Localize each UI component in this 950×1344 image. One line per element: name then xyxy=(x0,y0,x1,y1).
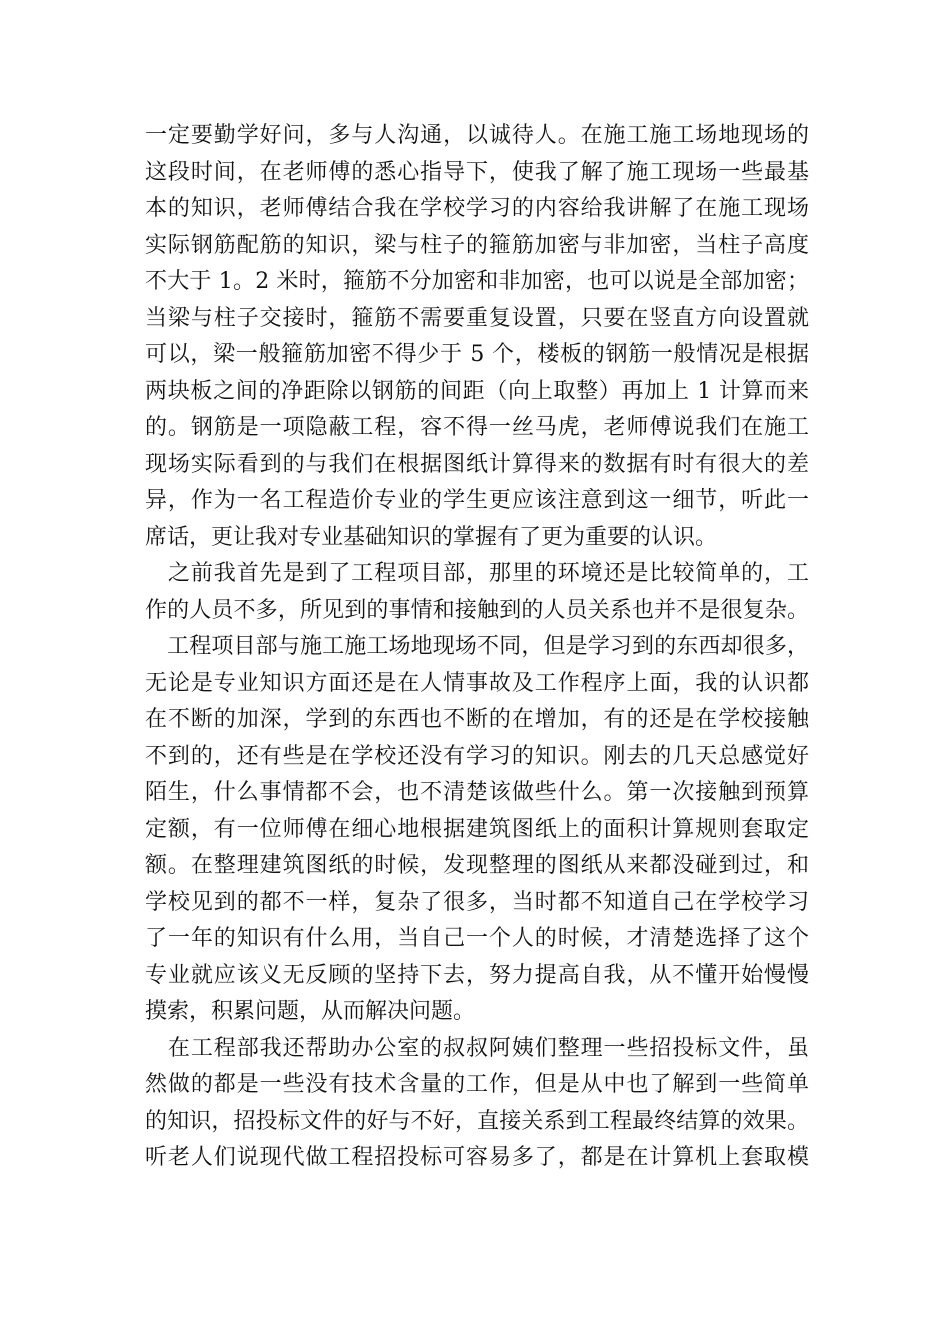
text-line: 在工程部我还帮助办公室的叔叔阿姨们整理一些招投标文件，虽 xyxy=(145,1035,809,1061)
text-line: 异，作为一名工程造价专业的学生更应该注意到这一细节，听此一 xyxy=(145,488,809,513)
text-line: 不大于 1。2 米时，箍筋不分加密和非加密，也可以说是全部加密； xyxy=(145,269,809,294)
text-line: 两块板之间的净距除以钢筋的间距（向上取整）再加上 1 计算而来 xyxy=(145,378,809,404)
text-line: 工程项目部与施工施工场地现场不同，但是学习到的东西却很多， xyxy=(145,634,809,659)
text-line: 的知识，招投标文件的好与不好，直接关系到工程最终结算的效果。 xyxy=(145,1108,809,1134)
text-line: 额。在整理建筑图纸的时候，发现整理的图纸从来都没碰到过，和 xyxy=(145,853,809,878)
text-line: 本的知识，老师傅结合我在学校学习的内容给我讲解了在施工现场 xyxy=(145,196,809,221)
text-line: 作的人员不多，所见到的事情和接触到的人员关系也并不是很复杂。 xyxy=(145,597,809,623)
text-line: 之前我首先是到了工程项目部，那里的环境还是比较简单的，工 xyxy=(145,561,809,586)
body-text xyxy=(145,118,809,1177)
text-line: 在不断的加深，学到的东西也不断的在增加，有的还是在学校接触 xyxy=(145,707,809,732)
text-line: 的。钢筋是一项隐蔽工程，容不得一丝马虎，老师傅说我们在施工 xyxy=(145,415,809,440)
text-line: 实际钢筋配筋的知识，梁与柱子的箍筋加密与非加密，当柱子高度 xyxy=(145,232,809,258)
text-line: 不到的，还有些是在学校还没有学习的知识。刚去的几天总感觉好 xyxy=(145,743,809,769)
text-line: 一定要勤学好问，多与人沟通，以诚待人。在施工施工场地现场的 xyxy=(145,123,809,148)
text-line: 无论是专业知识方面还是在人情事故及工作程序上面，我的认识都 xyxy=(145,670,809,696)
text-line: 了一年的知识有什么用，当自己一个人的时候，才清楚选择了这个 xyxy=(145,926,809,951)
text-line: 摸索，积累问题，从而解决问题。 xyxy=(145,999,476,1024)
text-line: 学校见到的都不一样，复杂了很多，当时都不知道自己在学校学习 xyxy=(145,889,809,915)
text-line: 可以，梁一般箍筋加密不得少于 5 个，楼板的钢筋一般情况是根据 xyxy=(145,342,809,367)
text-line: 专业就应该义无反顾的坚持下去，努力提高自我，从不懂开始慢慢 xyxy=(145,962,809,988)
text-line: 定额，有一位师傅在细心地根据建筑图纸上的面积计算规则套取定 xyxy=(145,816,809,842)
text-line: 当梁与柱子交接时，箍筋不需要重复设置，只要在竖直方向设置就 xyxy=(145,305,809,331)
text-line: 听老人们说现代做工程招投标可容易多了，都是在计算机上套取模 xyxy=(145,1145,809,1170)
text-line: 陌生，什么事情都不会，也不清楚该做些什么。第一次接触到预算 xyxy=(145,780,809,805)
text-line: 席话，更让我对专业基础知识的掌握有了更为重要的认识。 xyxy=(145,524,718,550)
text-line: 然做的都是一些没有技术含量的工作，但是从中也了解到一些简单 xyxy=(145,1072,809,1097)
text-line: 现场实际看到的与我们在根据图纸计算得来的数据有时有很大的差 xyxy=(145,451,809,477)
text-line: 这段时间，在老师傅的悉心指导下，使我了解了施工现场一些最基 xyxy=(145,159,809,185)
